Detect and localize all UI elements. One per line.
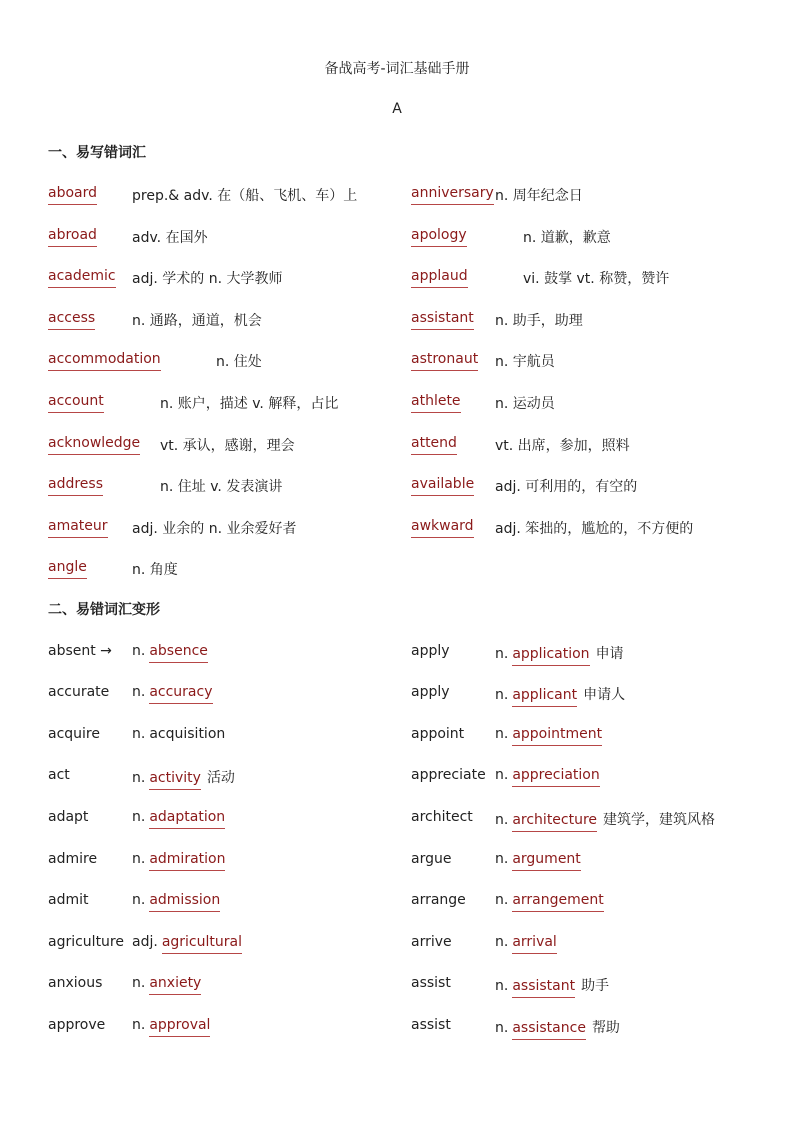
letter-heading: A [392, 101, 402, 117]
base-word: apply [411, 643, 450, 659]
derived-form: architecture [512, 812, 597, 832]
derived-form: assistant [512, 978, 575, 998]
vocab-definition: n. 角度 [132, 562, 178, 578]
part-of-speech: n. [495, 767, 509, 783]
vocab-definition: n. 道歉，歉意 [523, 230, 611, 246]
part-of-speech: adj. [132, 934, 158, 950]
vocab-definition: prep.& adv. 在（船、飞机、车）上 [132, 188, 358, 204]
base-word: admit [48, 892, 89, 908]
vocab-definition: adj. 学术的 n. 大学教师 [132, 271, 283, 287]
part-of-speech: n. [495, 851, 509, 867]
vocab-word: athlete [411, 393, 461, 413]
base-word: adapt [48, 809, 89, 825]
chinese-meaning: 申请 [595, 646, 624, 662]
derived-form: admiration [149, 851, 225, 871]
vocab-definition: n. 通路，通道，机会 [132, 313, 262, 329]
derived-form: admission [149, 892, 220, 912]
vocab-definition: vi. 鼓掌 vt. 称赞，赞许 [523, 271, 670, 287]
vocab-definition: vt. 出席，参加，照料 [495, 438, 630, 454]
page-title: 备战高考-词汇基础手册 [324, 61, 470, 77]
vocab-word: accommodation [48, 351, 161, 371]
base-word: appreciate [411, 767, 486, 783]
derived-form: approval [149, 1017, 210, 1037]
part-of-speech: n. [132, 726, 146, 742]
derived-form: adaptation [149, 809, 225, 829]
vocab-definition: adj. 笨拙的，尴尬的，不方便的 [495, 521, 694, 537]
vocab-word: acknowledge [48, 435, 140, 455]
derived-form: accuracy [149, 684, 212, 704]
vocab-definition: n. 住处 [216, 354, 262, 370]
chinese-meaning: 帮助 [591, 1020, 620, 1036]
vocab-word: amateur [48, 518, 108, 538]
vocab-word: aboard [48, 185, 97, 205]
vocab-definition: n. 运动员 [495, 396, 555, 412]
base-word: assist [411, 975, 451, 991]
base-word: accurate [48, 684, 110, 700]
part-of-speech: n. [132, 975, 146, 991]
derived-form: acquisition [149, 726, 226, 742]
part-of-speech: n. [132, 851, 146, 867]
derived-form: application [512, 646, 589, 666]
base-word: anxious [48, 975, 103, 991]
derived-form: arrangement [512, 892, 603, 912]
chinese-meaning: 建筑学，建筑风格 [603, 812, 716, 828]
part-of-speech: n. [495, 978, 509, 994]
vocab-word: abroad [48, 227, 97, 247]
vocab-word: attend [411, 435, 457, 455]
base-word: acquire [48, 726, 100, 742]
part-of-speech: n. [132, 684, 146, 700]
vocab-definition: n. 周年纪念日 [495, 188, 583, 204]
base-word: arrive [411, 934, 452, 950]
vocab-definition: n. 宇航员 [495, 354, 555, 370]
derived-form: agricultural [162, 934, 242, 954]
vocab-definition: n. 住址 v. 发表演讲 [160, 479, 283, 495]
part-of-speech: n. [132, 770, 146, 786]
chinese-meaning: 申请人 [583, 687, 626, 703]
vocab-word: applaud [411, 268, 468, 288]
vocab-word: academic [48, 268, 116, 288]
base-word: admire [48, 851, 98, 867]
part-of-speech: n. [495, 812, 509, 828]
vocab-word: address [48, 476, 103, 496]
part-of-speech: n. [495, 646, 509, 662]
vocab-definition: n. 账户，描述 v. 解释，占比 [160, 396, 339, 412]
vocab-word: available [411, 476, 474, 496]
vocab-definition: adj. 可利用的，有空的 [495, 479, 638, 495]
part-of-speech: n. [132, 809, 146, 825]
part-of-speech: n. [495, 1020, 509, 1036]
vocab-word: anniversary [411, 185, 494, 205]
base-word: argue [411, 851, 452, 867]
vocab-word: astronaut [411, 351, 478, 371]
section-heading-word-forms: 二、易错词汇变形 [48, 602, 160, 618]
vocab-definition: n. 助手，助理 [495, 313, 583, 329]
part-of-speech: n. [495, 687, 509, 703]
vocab-word: angle [48, 559, 87, 579]
part-of-speech: n. [495, 892, 509, 908]
vocab-word: access [48, 310, 95, 330]
vocab-word: assistant [411, 310, 474, 330]
vocab-word: awkward [411, 518, 474, 538]
part-of-speech: n. [495, 726, 509, 742]
base-word: architect [411, 809, 473, 825]
base-word: approve [48, 1017, 106, 1033]
base-word: act [48, 767, 70, 783]
section-heading-misspelled: 一、易写错词汇 [48, 145, 146, 161]
derived-form: appreciation [512, 767, 599, 787]
base-word: arrange [411, 892, 466, 908]
chinese-meaning: 活动 [206, 770, 235, 786]
derived-form: applicant [512, 687, 577, 707]
base-word: assist [411, 1017, 451, 1033]
derived-form: absence [149, 643, 208, 663]
part-of-speech: n. [132, 1017, 146, 1033]
base-word: apply [411, 684, 450, 700]
base-word: appoint [411, 726, 465, 742]
vocab-definition: adj. 业余的 n. 业余爱好者 [132, 521, 297, 537]
base-word: agriculture [48, 934, 124, 950]
derived-form: appointment [512, 726, 602, 746]
derived-form: activity [149, 770, 201, 790]
vocab-word: account [48, 393, 104, 413]
part-of-speech: n. [132, 643, 146, 659]
vocab-definition: adv. 在国外 [132, 230, 208, 246]
derived-form: argument [512, 851, 580, 871]
part-of-speech: n. [495, 934, 509, 950]
vocab-word: apology [411, 227, 467, 247]
derived-form: assistance [512, 1020, 586, 1040]
vocab-definition: vt. 承认，感谢，理会 [160, 438, 295, 454]
base-word: absent → [48, 643, 112, 659]
chinese-meaning: 助手 [581, 978, 610, 994]
derived-form: arrival [512, 934, 557, 954]
part-of-speech: n. [132, 892, 146, 908]
derived-form: anxiety [149, 975, 201, 995]
